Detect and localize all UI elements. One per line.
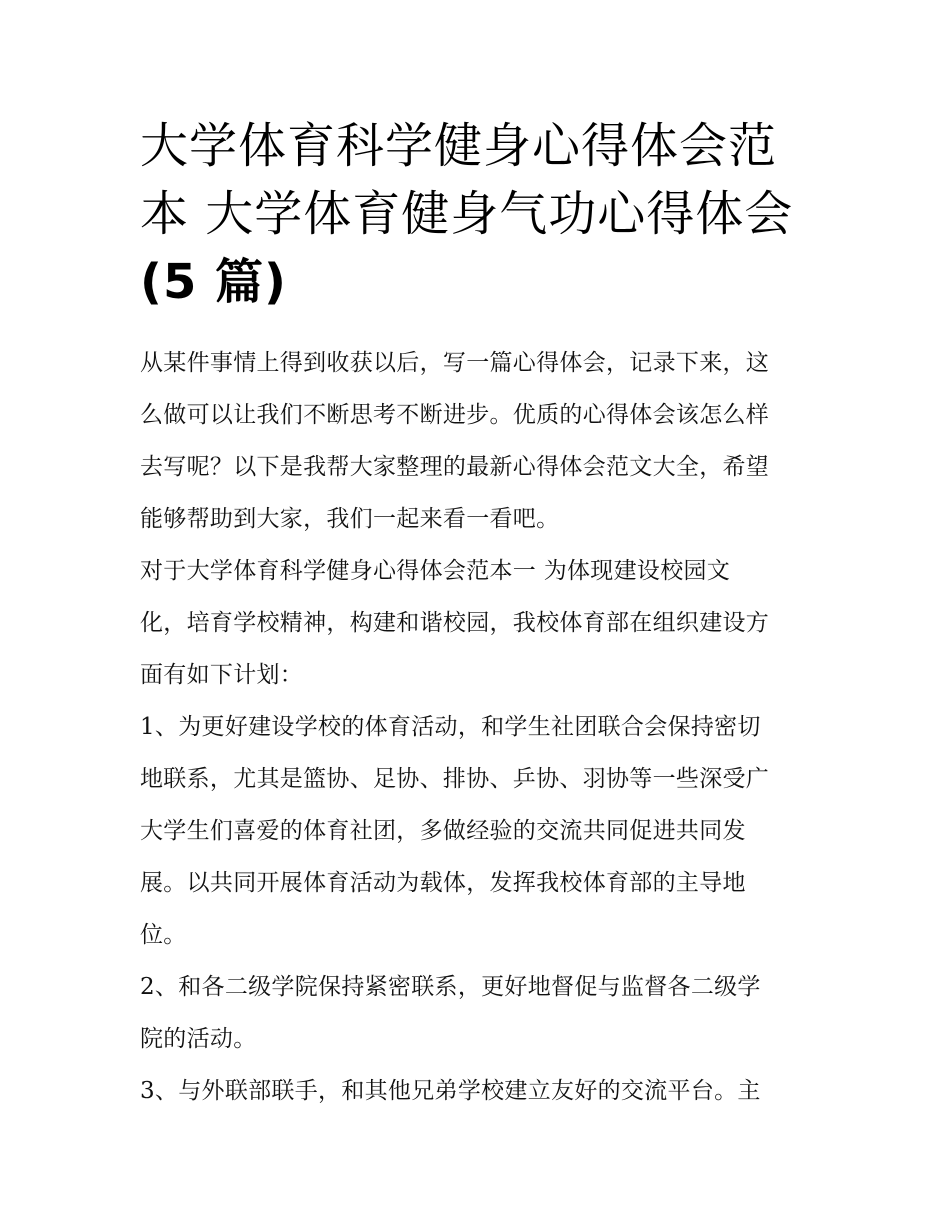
text-line: 院的活动。: [140, 1026, 257, 1052]
title-line: (5 篇): [140, 254, 287, 310]
text-line: 对于大学体育科学健身心得体会范本一 为体现建设校园文: [140, 558, 731, 584]
text-line: 地联系，尤其是篮协、足协、排协、乒协、羽协等一些深受广: [140, 766, 770, 792]
plan-item-1: [140, 701, 820, 961]
section-one-paragraph: [140, 545, 820, 701]
text-line: 化，培育学校精神，构建和谐校园，我校体育部在组织建设方: [140, 610, 770, 636]
text-line: 位。: [140, 922, 187, 948]
text-line: 3、与外联部联手，和其他兄弟学校建立友好的交流平台。主: [140, 1078, 761, 1104]
text-line: 1、为更好建设学校的体育活动，和学生社团联合会保持密切: [140, 714, 761, 740]
text-line: 从某件事情上得到收获以后，写一篇心得体会，记录下来，这: [140, 350, 770, 376]
intro-paragraph: [140, 337, 820, 545]
document-title: [140, 112, 820, 316]
document-page: [140, 112, 820, 1117]
text-line: 2、和各二级学院保持紧密联系，更好地督促与监督各二级学: [140, 974, 761, 1000]
title-line: 大学体育科学健身心得体会范: [140, 118, 778, 174]
plan-item-2: [140, 961, 820, 1065]
text-line: 大学生们喜爱的体育社团，多做经验的交流共同促进共同发: [140, 818, 746, 844]
text-line: 面有如下计划：: [140, 662, 304, 688]
text-line: 去写呢？以下是我帮大家整理的最新心得体会范文大全，希望: [140, 454, 770, 480]
document-body: [140, 337, 820, 1117]
text-line: 展。以共同开展体育活动为载体，发挥我校体育部的主导地: [140, 870, 746, 896]
plan-item-3: [140, 1065, 820, 1117]
text-line: 能够帮助到大家，我们一起来看一看吧。: [140, 506, 560, 532]
text-line: 么做可以让我们不断思考不断进步。优质的心得体会该怎么样: [140, 402, 770, 428]
title-line: 本 大学体育健身气功心得体会: [140, 186, 794, 242]
